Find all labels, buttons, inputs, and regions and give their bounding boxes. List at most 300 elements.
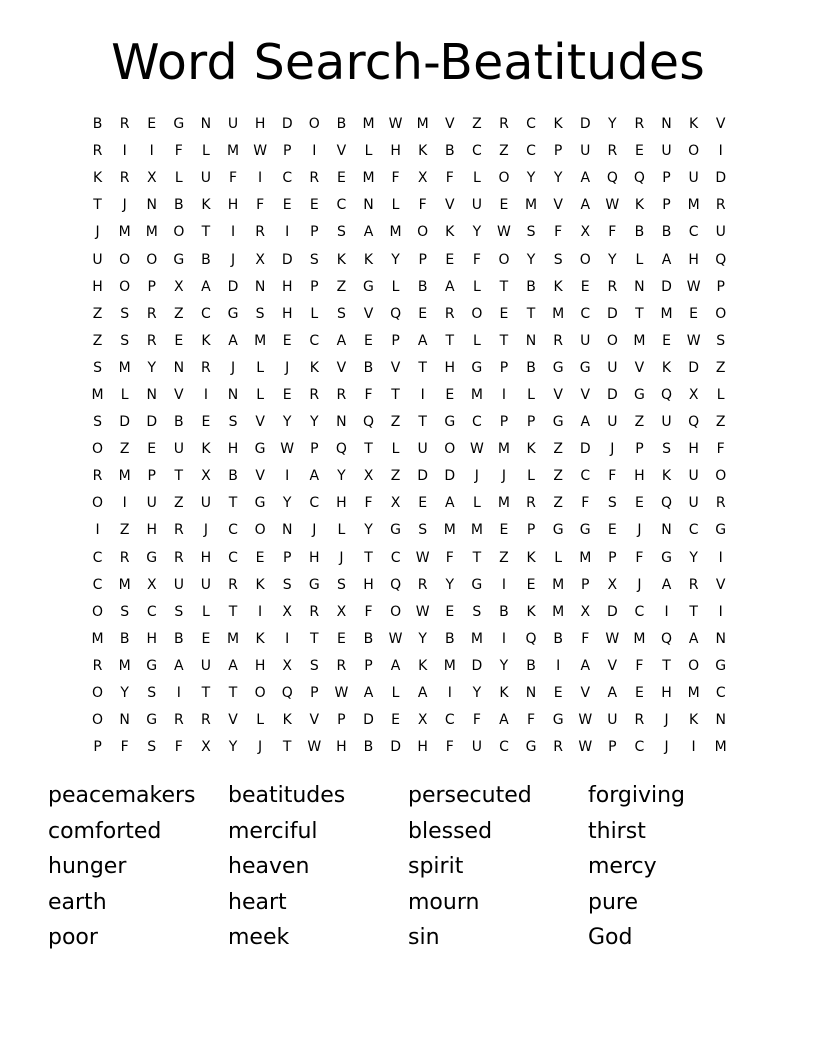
word-list-item: beatitudes [228, 783, 346, 808]
grid-letter: G [715, 522, 727, 539]
word-list-item: pure [588, 889, 639, 915]
grid-letter: L [256, 359, 265, 376]
grid-letter: S [120, 305, 130, 322]
grid-letter: F [174, 739, 183, 756]
grid-letter: G [552, 712, 564, 729]
grid-letter: R [634, 712, 645, 729]
grid-letter: E [201, 414, 211, 431]
grid-letter: L [472, 495, 481, 512]
grid-letter: E [201, 630, 211, 647]
grid-letter: P [310, 441, 319, 458]
grid-letter: T [499, 278, 509, 295]
grid-letter: Z [336, 278, 347, 295]
grid-letter: C [309, 332, 320, 349]
grid-letter: S [93, 359, 102, 376]
grid-letter: Y [472, 685, 482, 702]
word-list-item: peacemakers [48, 783, 196, 808]
grid-letter: L [527, 468, 535, 485]
grid-letter: K [689, 712, 699, 729]
grid-letter: Y [526, 170, 536, 187]
grid-letter: R [255, 224, 265, 241]
grid-letter: U [607, 414, 618, 431]
grid-letter: P [635, 441, 644, 458]
grid-letter: A [580, 657, 591, 674]
grid-letter: H [688, 251, 699, 268]
grid-letter: L [472, 278, 481, 295]
word-list-item: thirst [588, 818, 646, 844]
grid-letter: Y [391, 251, 400, 268]
grid-letter: M [552, 603, 565, 620]
grid-letter: J [285, 359, 290, 376]
grid-letter: I [420, 386, 425, 403]
grid-letter: F [554, 224, 563, 241]
grid-letter: O [417, 224, 429, 241]
grid-letter: Y [526, 251, 536, 268]
grid-letter: Z [119, 522, 130, 539]
grid-letter: A [607, 685, 618, 702]
grid-letter: M [525, 197, 538, 214]
grid-letter: U [417, 441, 428, 458]
grid-row [84, 463, 736, 490]
grid-letter: B [526, 278, 536, 295]
grid-letter: T [445, 332, 455, 349]
grid-letter: Q [390, 305, 402, 322]
grid-letter: I [501, 386, 507, 403]
grid-letter: U [580, 332, 591, 349]
grid-letter: J [122, 197, 127, 214]
grid-letter: P [310, 224, 319, 241]
grid-letter: V [309, 712, 320, 729]
grid-letter: E [336, 630, 346, 647]
grid-letter: K [255, 630, 265, 647]
grid-letter: E [634, 495, 644, 512]
grid-letter: R [715, 197, 726, 214]
word-list-item: meek [228, 925, 290, 951]
grid-letter: E [526, 576, 536, 593]
grid-letter: M [552, 305, 565, 322]
grid-letter: P [716, 278, 725, 295]
grid-letter: C [471, 414, 482, 431]
grid-letter: O [92, 712, 104, 729]
grid-letter: I [718, 603, 723, 620]
grid-letter: V [390, 359, 401, 376]
grid-letter: F [716, 441, 725, 458]
grid-letter: G [308, 576, 320, 593]
grid-letter: O [308, 116, 320, 133]
grid-letter: M [118, 359, 131, 376]
grid-letter: C [92, 549, 103, 566]
grid-letter: S [418, 522, 428, 539]
grid-letter: O [444, 441, 456, 458]
grid-letter: S [716, 332, 726, 349]
grid-letter: P [310, 685, 319, 702]
grid-letter: R [146, 305, 157, 322]
grid-letter: Y [337, 468, 346, 485]
grid-letter: F [472, 251, 481, 268]
grid-letter: Y [472, 224, 482, 241]
grid-letter: G [254, 441, 266, 458]
grid-letter: L [364, 143, 373, 160]
grid-letter: L [527, 386, 535, 403]
grid-letter: A [336, 332, 347, 349]
grid-letter: A [661, 251, 672, 268]
grid-letter: J [664, 739, 669, 756]
grid-letter: J [610, 441, 615, 458]
grid-letter: B [417, 278, 428, 295]
grid-letter: K [553, 116, 563, 133]
grid-letter: C [92, 576, 103, 593]
grid-letter: U [688, 495, 699, 512]
grid-letter: B [92, 116, 103, 133]
grid-letter: Z [92, 305, 103, 322]
grid-row [84, 436, 736, 463]
grid-letter: N [119, 712, 130, 729]
grid-letter: G [661, 549, 672, 566]
grid-letter: G [146, 549, 158, 566]
grid-letter: P [581, 576, 590, 593]
grid-letter: E [445, 251, 455, 268]
grid-letter: P [310, 278, 319, 295]
grid-letter: V [363, 305, 374, 322]
grid-letter: K [201, 332, 211, 349]
grid-letter: S [120, 603, 130, 620]
grid-letter: V [174, 386, 184, 403]
grid-letter: P [526, 522, 536, 539]
grid-letter: D [281, 116, 293, 133]
grid-letter: L [554, 549, 563, 566]
grid-letter: L [391, 685, 400, 702]
grid-letter: R [119, 170, 130, 187]
grid-letter: C [336, 197, 347, 214]
grid-letter: P [282, 143, 292, 160]
grid-letter: I [501, 576, 507, 593]
grid-letter: Y [608, 251, 617, 268]
grid-letter: M [118, 224, 131, 241]
grid-letter: M [416, 116, 429, 133]
grid-letter: C [444, 712, 455, 729]
grid-letter: A [390, 657, 401, 674]
grid-letter: A [417, 685, 428, 702]
grid-letter: L [391, 197, 400, 214]
grid-letter: C [228, 549, 238, 566]
grid-letter: A [174, 657, 184, 674]
grid-letter: P [499, 414, 509, 431]
grid-letter: M [443, 657, 456, 674]
grid-letter: V [580, 685, 591, 702]
grid-letter: M [660, 305, 673, 322]
grid-letter: A [688, 630, 699, 647]
grid-letter: X [580, 224, 591, 241]
grid-letter: J [637, 522, 642, 539]
grid-letter: D [444, 468, 456, 485]
grid-letter: J [501, 468, 507, 485]
word-list-item: merciful [228, 818, 318, 844]
grid-letter: W [605, 197, 620, 214]
grid-letter: X [174, 278, 184, 295]
grid-letter: E [282, 332, 292, 349]
grid-letter: O [119, 251, 131, 268]
grid-letter: A [201, 278, 211, 295]
grid-letter: N [146, 197, 157, 214]
grid-letter: N [661, 116, 672, 133]
grid-letter: Y [445, 576, 455, 593]
grid-letter: T [391, 386, 400, 403]
grid-letter: K [526, 549, 536, 566]
grid-letter: F [635, 657, 644, 674]
grid-letter: L [174, 170, 183, 187]
grid-letter: O [471, 305, 483, 322]
grid-row [84, 545, 736, 572]
grid-letter: U [661, 143, 672, 160]
grid-letter: E [309, 197, 319, 214]
grid-letter: L [120, 386, 129, 403]
grid-letter: Q [688, 414, 700, 431]
grid-letter: V [715, 116, 726, 133]
grid-letter: Q [715, 251, 727, 268]
grid-letter: W [388, 630, 403, 647]
grid-row [84, 274, 736, 301]
grid-letter: Y [228, 739, 238, 756]
grid-letter: Y [120, 685, 129, 702]
grid-letter: N [363, 197, 374, 214]
grid-letter: Q [335, 441, 347, 458]
grid-letter: W [388, 116, 403, 133]
grid-letter: F [608, 224, 617, 241]
grid-letter: R [309, 170, 320, 187]
grid-letter: E [689, 305, 699, 322]
grid-letter: L [391, 441, 400, 458]
grid-letter: R [92, 143, 103, 160]
grid-letter: B [119, 630, 130, 647]
grid-letter: K [526, 603, 536, 620]
grid-letter: K [201, 197, 211, 214]
grid-letter: B [553, 630, 563, 647]
grid-letter: O [688, 143, 700, 160]
grid-letter: R [309, 603, 320, 620]
grid-letter: J [258, 739, 263, 756]
grid-letter: A [661, 576, 672, 593]
grid-letter: Q [606, 170, 618, 187]
grid-letter: P [337, 712, 346, 729]
grid-letter: I [258, 603, 263, 620]
grid-letter: U [146, 495, 157, 512]
grid-letter: G [173, 116, 185, 133]
grid-letter: V [255, 468, 265, 485]
grid-letter: X [336, 603, 347, 620]
grid-letter: H [634, 468, 645, 485]
grid-letter: O [146, 251, 158, 268]
grid-letter: W [334, 685, 349, 702]
word-list-item: mercy [588, 854, 657, 880]
grid-letter: Q [525, 630, 537, 647]
grid-letter: P [93, 739, 102, 756]
grid-letter: F [120, 739, 129, 756]
grid-letter: B [499, 603, 509, 620]
grid-letter: E [418, 305, 428, 322]
grid-letter: C [634, 739, 645, 756]
grid-letter: I [718, 549, 723, 566]
grid-letter: Y [553, 170, 563, 187]
grid-letter: M [470, 630, 483, 647]
grid-letter: H [309, 549, 320, 566]
grid-letter: Q [661, 630, 673, 647]
grid-letter: S [336, 576, 346, 593]
grid-letter: V [336, 359, 347, 376]
grid-letter: R [119, 116, 130, 133]
grid-letter: H [281, 305, 293, 322]
grid-letter: X [255, 251, 265, 268]
grid-letter: F [445, 739, 454, 756]
grid-letter: U [580, 143, 591, 160]
grid-letter: I [312, 143, 317, 160]
grid-letter: G [227, 305, 239, 322]
grid-letter: O [92, 603, 104, 620]
grid-letter: Y [282, 414, 292, 431]
grid-letter: X [390, 495, 401, 512]
grid-letter: M [254, 332, 267, 349]
grid-letter: H [254, 116, 266, 133]
grid-letter: L [310, 305, 319, 322]
grid-letter: M [443, 522, 456, 539]
grid-letter: C [526, 116, 536, 133]
grid-letter: D [281, 251, 293, 268]
grid-letter: E [553, 685, 563, 702]
grid-row [84, 138, 736, 165]
grid-letter: U [607, 359, 618, 376]
grid-letter: X [201, 739, 211, 756]
grid-letter: E [174, 332, 184, 349]
grid-letter: D [471, 657, 483, 674]
grid-letter: N [200, 116, 212, 133]
grid-letter: V [607, 657, 618, 674]
grid-letter: C [390, 549, 401, 566]
grid-letter: U [471, 739, 482, 756]
grid-letter: W [578, 739, 593, 756]
grid-letter: S [336, 224, 346, 241]
grid-letter: E [580, 278, 590, 295]
word-list-item: forgiving [588, 783, 685, 808]
grid-letter: Q [281, 685, 293, 702]
grid-row [84, 490, 736, 517]
grid-letter: M [633, 332, 646, 349]
grid-letter: C [688, 224, 699, 241]
grid-letter: W [253, 143, 268, 160]
grid-letter: L [337, 522, 346, 539]
grid-letter: L [256, 712, 265, 729]
grid-letter: F [418, 197, 427, 214]
grid-row [84, 734, 736, 761]
grid-letter: J [203, 522, 208, 539]
grid-letter: G [552, 359, 564, 376]
grid-letter: I [501, 630, 507, 647]
grid-letter: I [285, 224, 290, 241]
grid-letter: Y [147, 359, 157, 376]
grid-letter: A [417, 332, 428, 349]
grid-letter: O [92, 495, 104, 512]
grid-letter: O [173, 224, 185, 241]
grid-letter: E [147, 116, 157, 133]
grid-letter: K [336, 251, 346, 268]
grid-letter: N [146, 386, 157, 403]
grid-letter: O [606, 332, 618, 349]
grid-letter: S [472, 603, 482, 620]
grid-letter: Y [364, 522, 373, 539]
grid-letter: T [228, 495, 238, 512]
grid-letter: I [556, 657, 561, 674]
grid-letter: I [691, 739, 696, 756]
grid-letter: H [390, 143, 401, 160]
grid-letter: R [119, 549, 130, 566]
grid-letter: C [499, 739, 509, 756]
grid-letter: A [580, 414, 591, 431]
grid-letter: Z [715, 414, 726, 431]
grid-letter: T [418, 414, 427, 431]
grid-letter: H [444, 359, 456, 376]
grid-letter: I [122, 495, 127, 512]
grid-letter: G [390, 522, 401, 539]
grid-letter: R [173, 549, 184, 566]
word-list-item: heart [228, 889, 287, 915]
grid-letter: F [608, 468, 617, 485]
grid-letter: A [444, 278, 455, 295]
grid-letter: R [336, 657, 347, 674]
grid-letter: C [309, 495, 320, 512]
grid-row [84, 517, 736, 544]
grid-letter: G [579, 359, 591, 376]
grid-letter: N [715, 630, 726, 647]
grid-letter: Z [553, 441, 563, 458]
grid-letter: G [471, 576, 483, 593]
grid-letter: S [309, 657, 319, 674]
grid-letter: M [497, 441, 510, 458]
grid-letter: E [499, 522, 509, 539]
grid-letter: L [635, 251, 644, 268]
grid-letter: G [444, 414, 456, 431]
grid-letter: V [553, 386, 563, 403]
grid-letter: R [715, 495, 726, 512]
grid-letter: S [553, 251, 563, 268]
grid-letter: R [634, 116, 645, 133]
grid-row [84, 328, 736, 355]
grid-letter: O [254, 522, 266, 539]
word-list-item: hunger [48, 854, 127, 880]
grid-letter: A [228, 332, 238, 349]
grid-row [84, 192, 736, 219]
grid-letter: K [201, 441, 211, 458]
word-list-item: comforted [48, 818, 162, 844]
grid-letter: H [661, 685, 672, 702]
grid-letter: D [579, 441, 591, 458]
grid-letter: F [581, 495, 590, 512]
grid-letter: O [390, 603, 402, 620]
grid-letter: P [608, 549, 617, 566]
grid-letter: B [634, 224, 645, 241]
grid-letter: R [607, 143, 618, 160]
grid-letter: E [499, 197, 509, 214]
grid-row [84, 165, 736, 192]
grid-letter: R [499, 116, 509, 133]
grid-letter: G [471, 359, 483, 376]
grid-letter: E [255, 549, 265, 566]
grid-letter: T [689, 603, 698, 620]
grid-letter: L [472, 170, 481, 187]
grid-letter: R [309, 386, 320, 403]
grid-letter: E [634, 143, 644, 160]
grid-letter: O [498, 251, 510, 268]
word-list-item: heaven [228, 854, 310, 880]
grid-letter: E [445, 386, 455, 403]
grid-letter: E [418, 495, 428, 512]
